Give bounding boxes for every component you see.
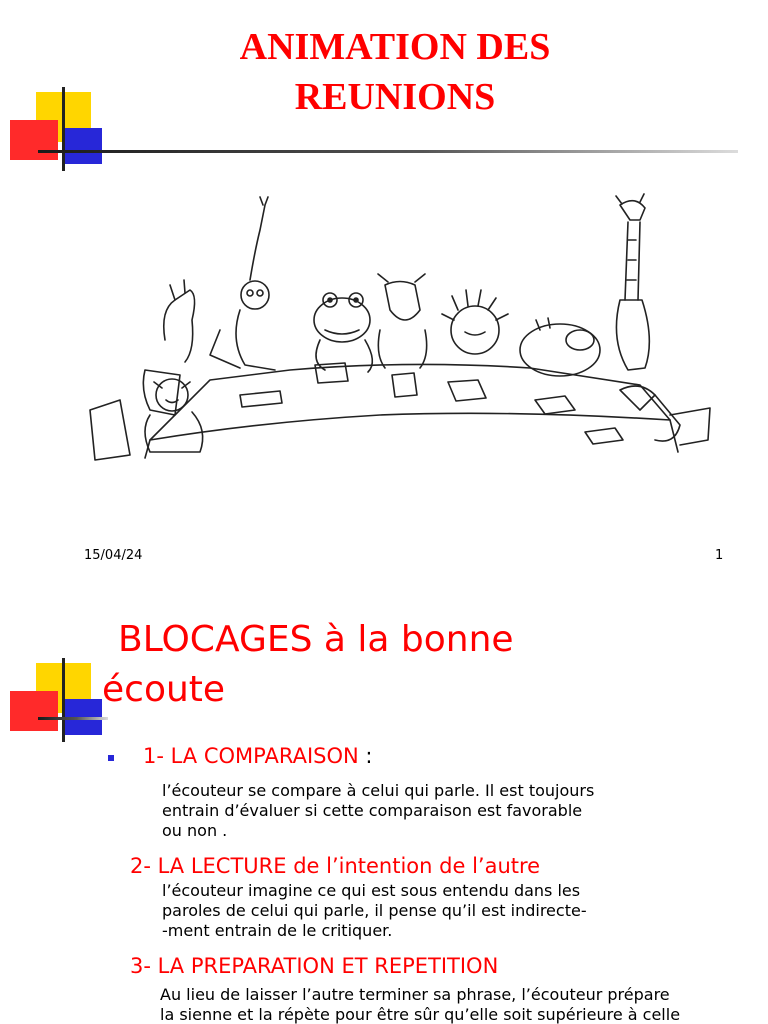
logo-vertical-line: [62, 87, 65, 171]
slide-1-title-line-1: ANIMATION DES: [239, 26, 551, 68]
meeting-animals-cartoon-icon: [80, 190, 715, 470]
item-1-heading-colon: :: [358, 744, 373, 768]
title-underline: [38, 150, 738, 153]
logo-vertical-line: [62, 658, 65, 742]
red-square: [10, 691, 58, 731]
item-1-line-3: ou non .: [162, 821, 228, 840]
item-2-line-3: -ment entrain de le critiquer.: [162, 921, 393, 940]
item-3-heading: 3- LA PREPARATION ET REPETITION: [130, 954, 499, 978]
slide-1-date: 15/04/24: [84, 548, 143, 563]
color-squares-logo: [0, 92, 100, 172]
item-2-description: [162, 881, 587, 941]
item-2-line-1: l’écouteur imagine ce qui est sous entendu dans les: [162, 881, 581, 900]
slide-1-title: [150, 22, 640, 122]
slide-2-title-line-2: écoute: [102, 669, 226, 710]
slide-1-title-line-2: REUNIONS: [294, 76, 496, 118]
title-underline: [38, 717, 108, 720]
item-3-line-1: Au lieu de laisser l’autre terminer sa phrase, l’écouteur prépare: [160, 985, 670, 1004]
slide-2-title: [102, 615, 514, 715]
item-2-heading: 2- LA LECTURE de l’intention de l’autre: [130, 854, 541, 878]
blue-square: [62, 128, 102, 164]
slide-2: [0, 585, 768, 1024]
item-1-heading: [143, 743, 372, 769]
red-square: [10, 120, 58, 160]
item-1-line-2: entrain d’évaluer si cette comparaison est favorable: [162, 801, 583, 820]
bullet-square-icon: [108, 755, 114, 761]
item-2-line-2: paroles de celui qui parle, il pense qu’il est indirecte-: [162, 901, 587, 920]
color-squares-logo: [0, 663, 100, 743]
slide-2-title-line-1: BLOCAGES à la bonne: [118, 619, 514, 660]
item-3-line-2: la sienne et la répète pour être sûr qu’elle soit supérieure à celle: [160, 1005, 681, 1024]
slide-1-page-number: 1: [715, 548, 724, 563]
item-1-description: [162, 781, 594, 841]
item-3-description: [160, 985, 680, 1024]
item-1-line-1: l’écouteur se compare à celui qui parle. Il est toujours: [162, 781, 595, 800]
item-1-heading-text: 1- LA COMPARAISON: [143, 744, 359, 768]
